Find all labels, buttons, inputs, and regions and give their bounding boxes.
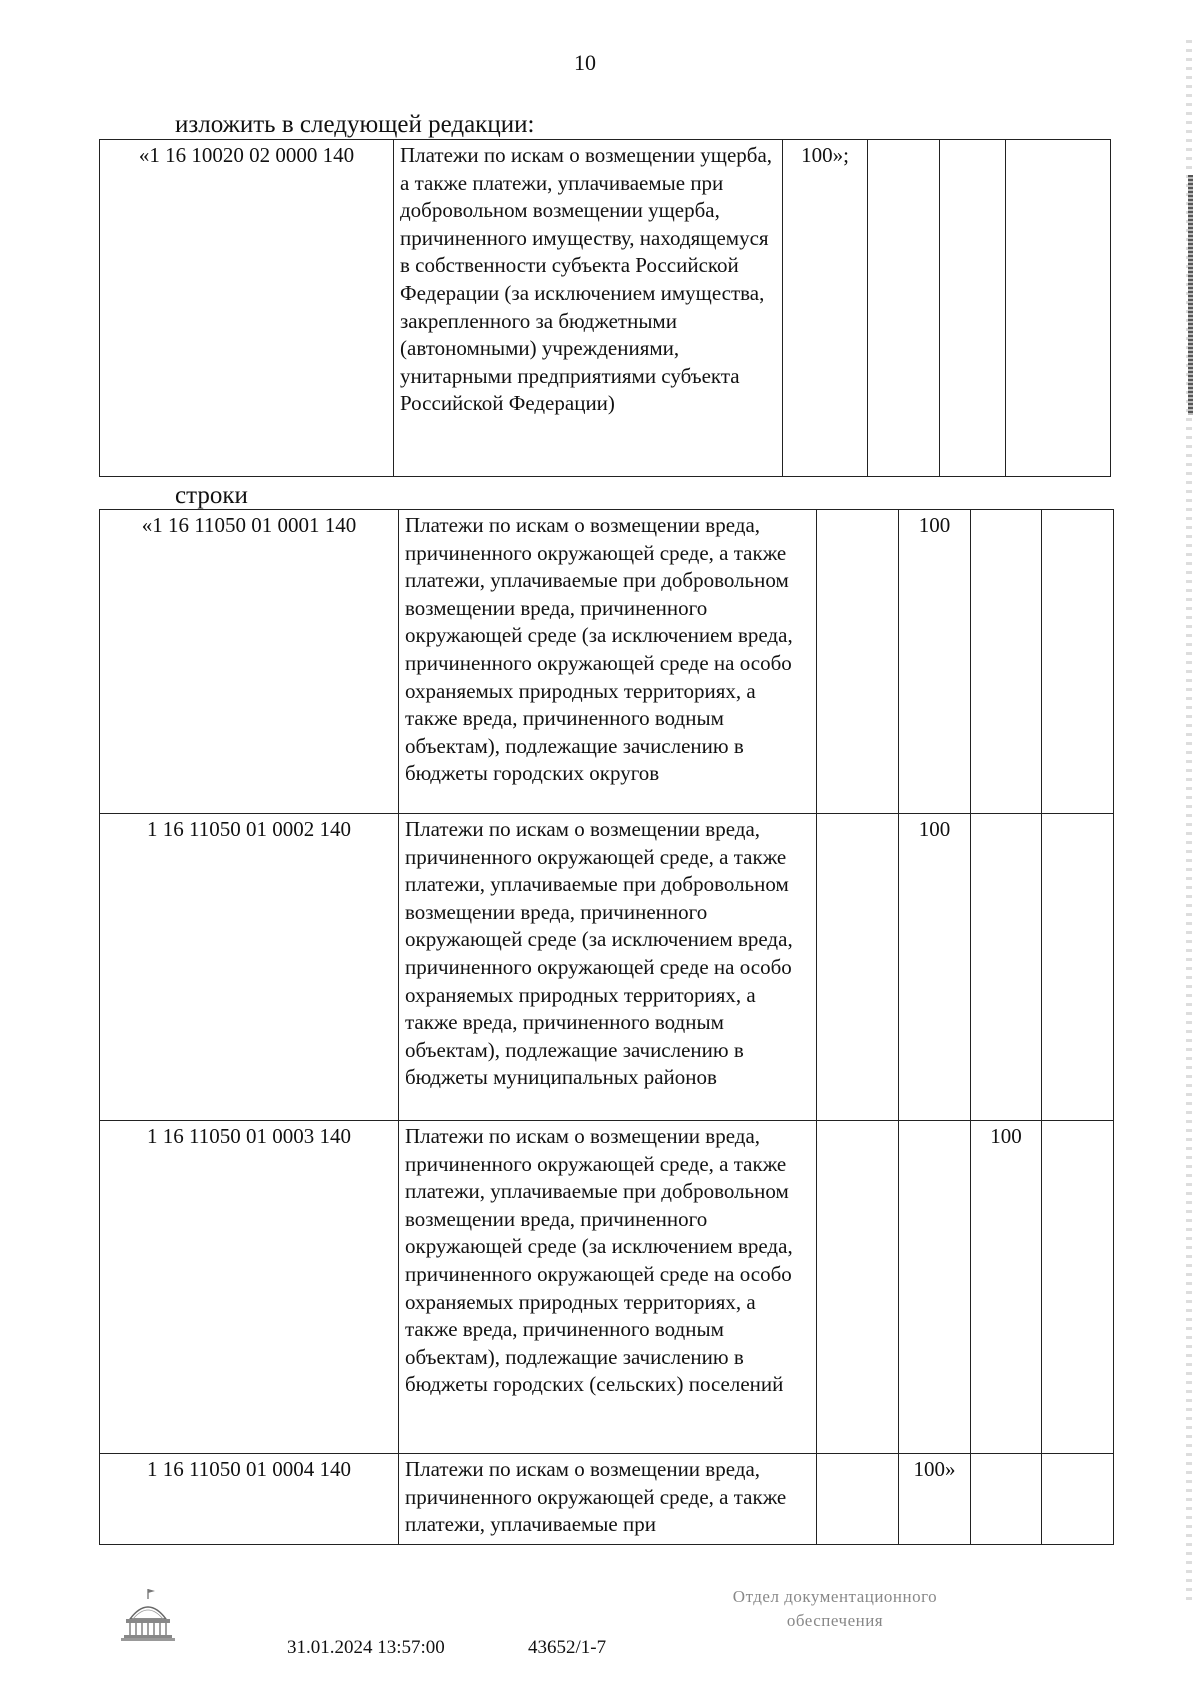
table-row (100, 1121, 1114, 1454)
value-cell-4 (1042, 1454, 1114, 1545)
value-cell-4 (1042, 1121, 1114, 1454)
value-cell-3 (971, 1454, 1042, 1545)
value-cell-2: 100» (899, 1454, 971, 1545)
page-number: 10 (574, 50, 596, 75)
value-cell-2: 100 (899, 814, 971, 1121)
document-number: 43652/1-7 (528, 1637, 607, 1658)
description-cell: Платежи по искам о возмещении вреда, причиненного окружающей среде, а также платежи, уплачиваемые при добровольном возмещении вреда, причиненного окружающей среде (за исключением вреда, причиненного окружающей среде на особо охраняемых природных территориях, а также вреда, причиненного водным объектам), подлежащие зачислению в бюджеты муниципальных районов (399, 814, 817, 1121)
description-cell: Платежи по искам о возмещении ущерба, а также платежи, уплачиваемые при добровольном возмещении ущерба, причиненного имуществу, находящемуся в собственности субъекта Российской Федерации (за исключением имущества, закрепленного за бюджетными (автономными) учреждениями, унитарными предприятиями субъекта Российской Федерации) (394, 140, 783, 477)
timestamp: 31.01.2024 13:57:00 (287, 1637, 445, 1658)
description-cell: Платежи по искам о возмещении вреда, причиненного окружающей среде, а также платежи, уплачиваемые при добровольном возмещении вреда, причиненного окружающей среде (за исключением вреда, причиненного окружающей среде на особо охраняемых природных территориях, а также вреда, причиненного водным объектам), подлежащие зачислению в бюджеты городских (сельских) поселений (399, 1121, 817, 1454)
duma-logo (118, 1585, 178, 1650)
value-cell-4 (1042, 814, 1114, 1121)
value-cell-1 (817, 1121, 899, 1454)
description-cell: Платежи по искам о возмещении вреда, причиненного окружающей среде, а также платежи, уплачиваемые при (399, 1454, 817, 1545)
intro-text: изложить в следующей редакции: (175, 111, 535, 138)
value-cell-1 (817, 1454, 899, 1545)
rows-label: строки (175, 482, 248, 509)
value-cell-3: 100 (971, 1121, 1042, 1454)
budget-code-cell: 1 16 11050 01 0002 140 (100, 814, 399, 1121)
value-cell-2: 100 (899, 510, 971, 814)
stamp-line-2: обеспечения (786, 1611, 884, 1630)
duma-building-icon (118, 1585, 178, 1645)
description-cell: Платежи по искам о возмещении вреда, причиненного окружающей среде, а также платежи, уплачиваемые при добровольном возмещении вреда, причиненного окружающей среде (за исключением вреда, причиненного окружающей среде на особо охраняемых природных территориях, а также вреда, причиненного водным объектам), подлежащие зачислению в бюджеты городских округов (399, 510, 817, 814)
budget-code-cell: 1 16 11050 01 0003 140 (100, 1121, 399, 1454)
stamp-line-1: Отдел документационного (732, 1587, 938, 1606)
department-stamp (690, 1585, 980, 1633)
rows-table (99, 509, 1114, 1545)
table-row (100, 510, 1114, 814)
replacement-table (99, 139, 1111, 477)
scan-edge-dark-artifact (1188, 175, 1193, 415)
value-cell-3 (971, 510, 1042, 814)
value-cell-2 (868, 140, 940, 477)
value-cell-1: 100»; (783, 140, 868, 477)
value-cell-3 (940, 140, 1006, 477)
table-row (100, 140, 1111, 477)
value-cell-3 (971, 814, 1042, 1121)
value-cell-1 (817, 814, 899, 1121)
budget-code-cell: 1 16 11050 01 0004 140 (100, 1454, 399, 1545)
value-cell-2 (899, 1121, 971, 1454)
budget-code-cell: «1 16 10020 02 0000 140 (100, 140, 394, 477)
table-row (100, 814, 1114, 1121)
value-cell-4 (1006, 140, 1111, 477)
value-cell-1 (817, 510, 899, 814)
table-row (100, 1454, 1114, 1545)
value-cell-4 (1042, 510, 1114, 814)
budget-code-cell: «1 16 11050 01 0001 140 (100, 510, 399, 814)
